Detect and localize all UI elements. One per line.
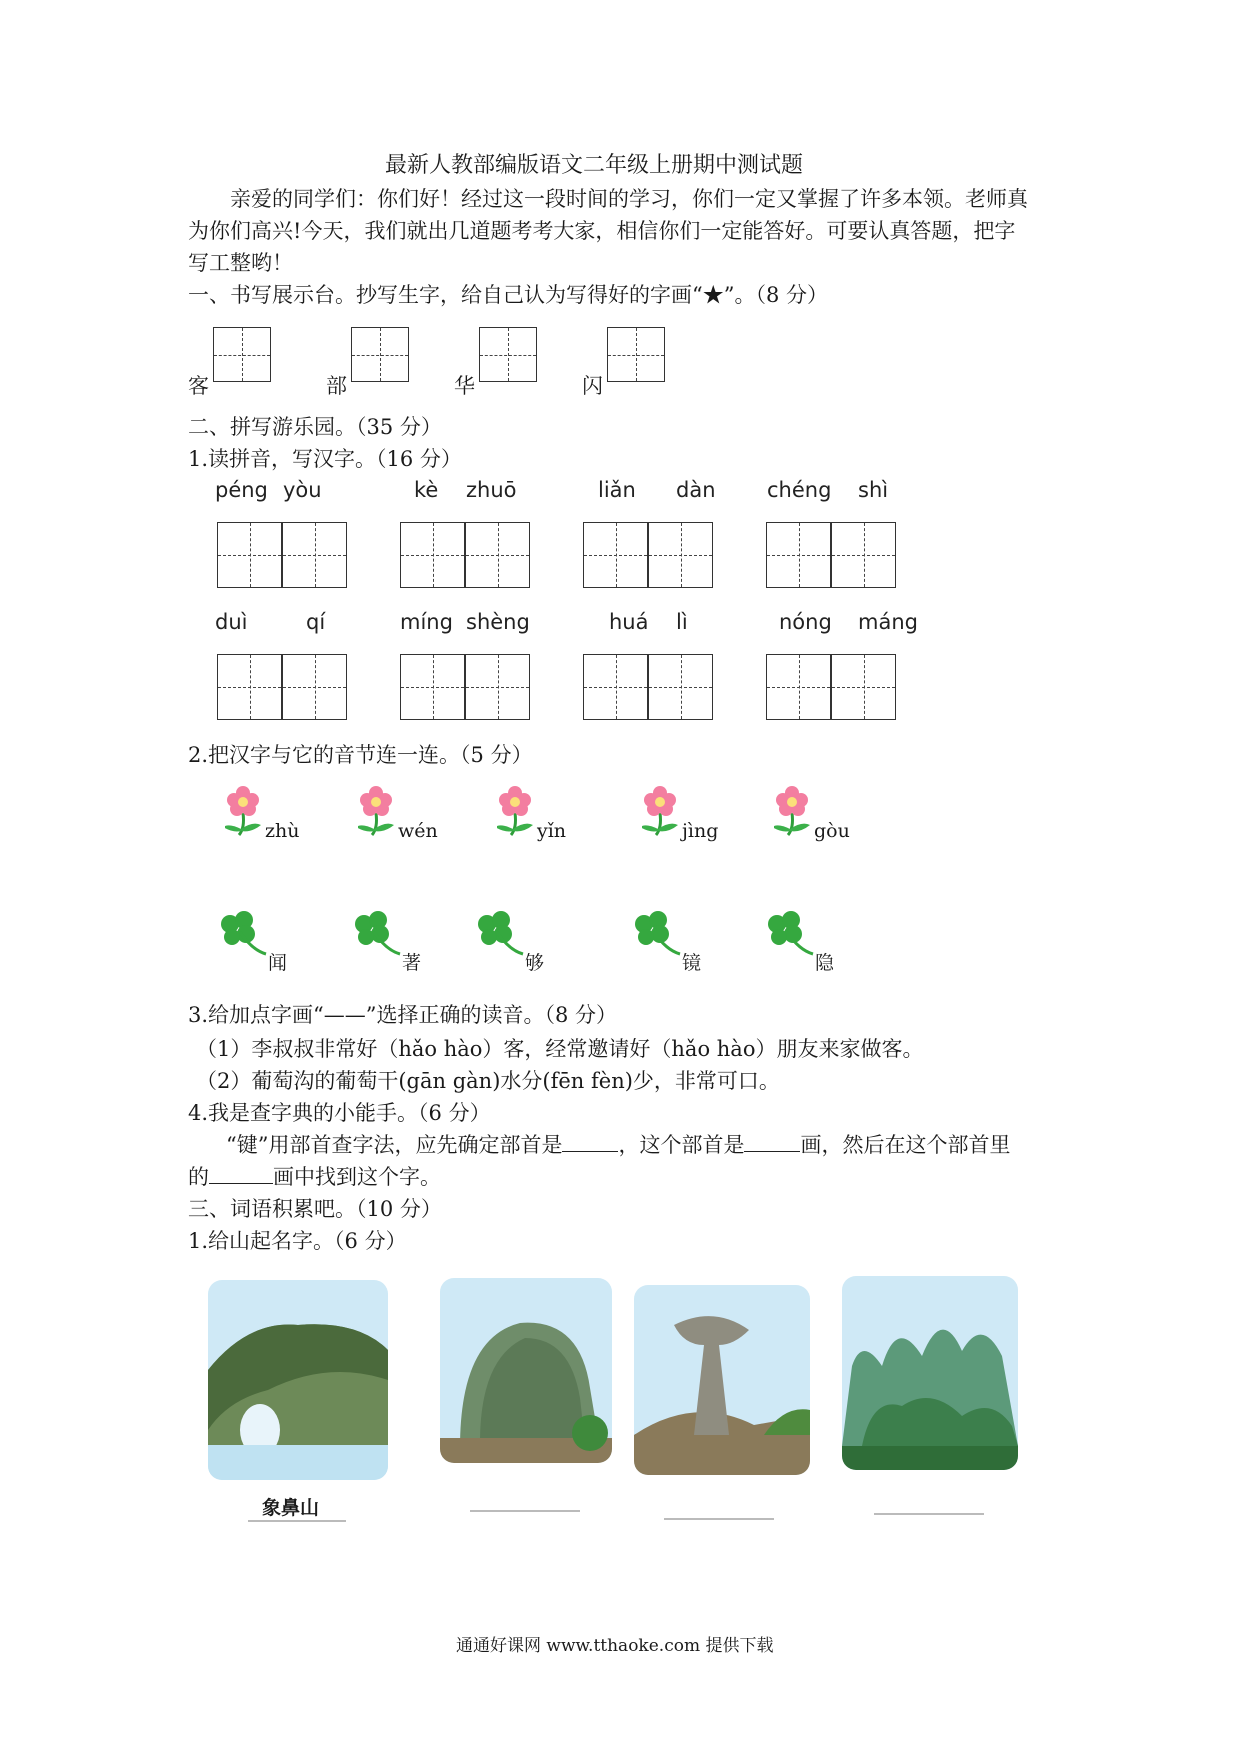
pinyin: nóng [779, 610, 832, 634]
flower-icon [774, 783, 818, 841]
answer-grid[interactable] [583, 522, 648, 588]
answer-grid[interactable] [831, 654, 896, 720]
q1-heading: 1.读拼音，写汉字。（16 分） [188, 447, 462, 471]
clover-icon [218, 910, 270, 960]
answer-grid[interactable] [282, 522, 347, 588]
q4-text: 画，然后在这个部首里 [800, 1133, 1011, 1157]
clover-icon [632, 910, 684, 960]
q4-text: ，这个部首是 [618, 1133, 745, 1157]
answer-grid[interactable] [282, 654, 347, 720]
footer-text: 通通好课网 www.tthaoke.com 提供下载 [456, 1636, 774, 1656]
name-input-line-3[interactable] [664, 1518, 774, 1520]
writing-grid-3[interactable] [479, 327, 537, 382]
answer-grid[interactable] [766, 522, 831, 588]
pinyin: míng [400, 610, 453, 634]
answer-grid[interactable] [648, 522, 713, 588]
mountain-picture-4 [842, 1276, 1018, 1470]
radical-blank[interactable] [562, 1129, 618, 1152]
q4-text: 画中找到这个字。 [273, 1165, 441, 1189]
syllable-option[interactable]: yǐn [537, 820, 567, 842]
intro-line-2: 为你们高兴!今天，我们就出几道题考考大家，相信你们一定能答好。可要认真答题，把字 [188, 219, 1016, 243]
character-option[interactable]: 闻 [268, 952, 288, 974]
writing-grid-4[interactable] [607, 327, 665, 382]
answer-grid[interactable] [648, 654, 713, 720]
sample-char-2: 部 [326, 374, 347, 398]
flower-icon [225, 783, 269, 841]
s3-q1-heading: 1.给山起名字。（6 分） [188, 1229, 407, 1253]
character-option[interactable]: 著 [402, 952, 422, 974]
syllable-option[interactable]: zhù [265, 820, 300, 842]
pinyin: zhuō [466, 478, 517, 502]
mountain-picture-1 [208, 1280, 388, 1480]
section-1-heading: 一、书写展示台。抄写生字，给自己认为写得好的字画“★”。（8 分） [188, 283, 829, 307]
answer-grid[interactable] [766, 654, 831, 720]
character-option[interactable]: 够 [525, 952, 545, 974]
section-3-heading: 三、词语积累吧。（10 分） [188, 1197, 442, 1221]
pinyin: chéng [767, 478, 832, 502]
pinyin: dàn [676, 478, 716, 502]
answer-grid[interactable] [465, 654, 530, 720]
intro-line-1: 亲爱的同学们：你们好！经过这一段时间的学习，你们一定又掌握了许多本领。老师真 [230, 187, 1028, 211]
answer-grid[interactable] [465, 522, 530, 588]
pinyin: liǎn [598, 478, 636, 502]
clover-icon [475, 910, 527, 960]
sample-char-3: 华 [454, 374, 475, 398]
answer-grid[interactable] [400, 522, 465, 588]
page-title: 最新人教部编版语文二年级上册期中测试题 [385, 153, 804, 178]
syllable-option[interactable]: gòu [814, 820, 850, 842]
mountain-picture-3 [634, 1285, 810, 1475]
character-option[interactable]: 隐 [815, 952, 835, 974]
name-input-line-4[interactable] [874, 1513, 984, 1515]
example-mountain-name: 象鼻山 [262, 1497, 320, 1519]
flower-icon [497, 783, 541, 841]
answer-grid[interactable] [583, 654, 648, 720]
answer-grid[interactable] [217, 654, 282, 720]
remaining-strokes-blank[interactable] [209, 1161, 273, 1184]
pinyin: yòu [283, 478, 322, 502]
sample-char-1: 客 [188, 374, 209, 398]
character-option[interactable]: 镜 [682, 952, 702, 974]
pinyin: máng [858, 610, 918, 634]
pinyin: kè [414, 478, 439, 502]
syllable-option[interactable]: jìng [682, 820, 719, 842]
flower-icon [642, 783, 686, 841]
stroke-count-blank[interactable] [744, 1129, 800, 1152]
q4-heading: 4.我是查字典的小能手。（6 分） [188, 1101, 491, 1125]
flower-icon [358, 783, 402, 841]
q4-text: “键”用部首查字法，应先确定部首是 [226, 1133, 563, 1157]
clover-icon [765, 910, 817, 960]
q4-text: 的 [188, 1165, 209, 1189]
clover-icon [352, 910, 404, 960]
pinyin: péng [215, 478, 268, 502]
answer-grid[interactable] [831, 522, 896, 588]
q3-item-2: （2）葡萄沟的葡萄干(gān gàn)水分(fēn fèn)少，非常可口。 [196, 1069, 780, 1093]
pinyin: shèng [466, 610, 530, 634]
name-input-line-2[interactable] [470, 1510, 580, 1512]
pinyin: duì [215, 610, 248, 634]
pinyin: huá [609, 610, 649, 634]
syllable-option[interactable]: wén [398, 820, 438, 842]
sample-char-4: 闪 [582, 374, 603, 398]
answer-grid[interactable] [400, 654, 465, 720]
q4-line-2 [188, 1161, 441, 1193]
pinyin: shì [858, 478, 889, 502]
intro-line-3: 写工整哟！ [188, 251, 293, 275]
pinyin: lì [676, 610, 688, 634]
pinyin: qí [306, 610, 326, 634]
q3-heading: 3.给加点字画“——”选择正确的读音。（8 分） [188, 1003, 618, 1027]
mountain-picture-2 [440, 1278, 612, 1463]
q4-line-1 [226, 1129, 1010, 1161]
writing-grid-1[interactable] [213, 327, 271, 382]
q3-item-1: （1）李叔叔非常好（hǎo hào）客，经常邀请好（hǎo hào）朋友来家做客。 [196, 1037, 924, 1061]
answer-grid[interactable] [217, 522, 282, 588]
section-2-heading: 二、拼写游乐园。（35 分） [188, 415, 442, 439]
writing-grid-2[interactable] [351, 327, 409, 382]
q2-heading: 2.把汉字与它的音节连一连。（5 分） [188, 743, 533, 767]
name-line-1 [248, 1520, 346, 1522]
